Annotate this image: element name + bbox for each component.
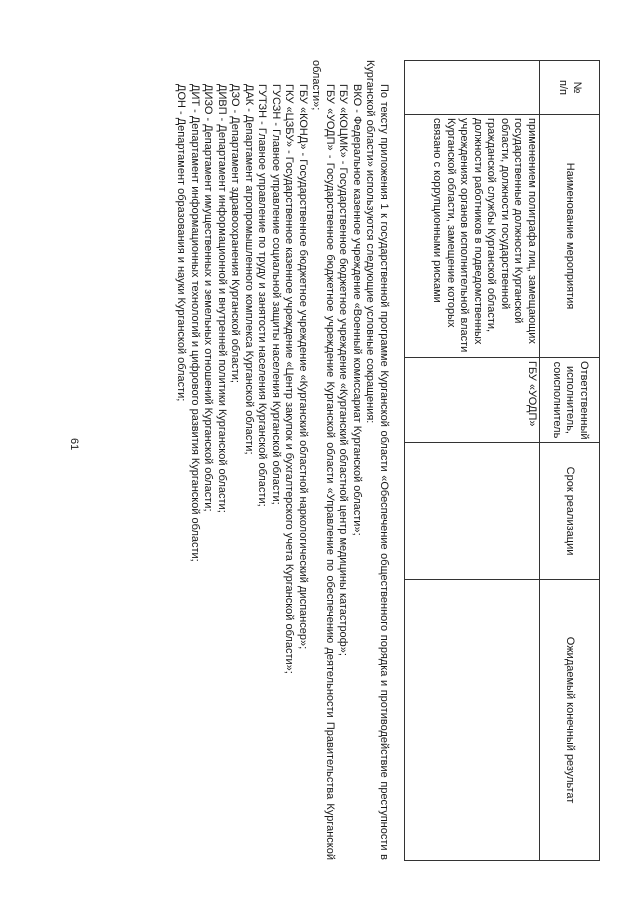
- abbreviation-item: ГБУ «КОНД» - Государственное бюджетное учреждение «Курганский областной наркологический диспансер»;: [297, 84, 309, 650]
- abbreviation-item: ГБУ «КОЦМК» - Государственное бюджетное учреждение «Курганский областной центр медицины катастроф»;: [337, 84, 350, 656]
- rotated-page-content: [110, 60, 600, 860]
- cell-term: [405, 443, 540, 580]
- abbreviation-item: ГУСЗН - Главное управление социальной защиты населения Курганской области;: [270, 84, 282, 505]
- measures-table: [404, 60, 600, 861]
- abbreviation-item: ДИЗО - Департамент имущественных и земельных отношений Курганской области;: [202, 84, 215, 512]
- cell-name: применением полиграфа лиц, замещающих государственные должности Курганской области, должности государственной гражданской службы Курганской области, должности работников в подведомственных учреждениях органов исполнительной власти Курганской области, замещение которых связано с коррупционными рисками: [405, 115, 540, 358]
- abbreviation-item: ДЗО - Департамент здравоохранения Курганской области;: [229, 84, 242, 383]
- header-name: Наименование мероприятия: [540, 115, 600, 358]
- notes-intro: По тексту приложения 1 к государственной программе Курганской области «Обеспечение общественного порядка и противодействие преступности в Курганской области» используются следующие условные сокращения:: [364, 60, 390, 860]
- table-row: [405, 61, 540, 861]
- abbreviation-item: ДИВП - Департамент информационной и внутренней политики Курганской области;: [216, 84, 228, 513]
- abbreviation-item: ДАК - Департамент агропромышленного комплекса Курганской области;: [243, 84, 255, 455]
- abbreviation-item: ДИТ - Департамент информационных технологий и цифрового развития Курганской области;: [189, 84, 201, 562]
- header-term: Срок реализации: [540, 443, 600, 580]
- table-header-row: [540, 61, 600, 861]
- header-executor: Ответственный исполнитель, соисполнитель: [540, 358, 600, 443]
- abbreviation-item: ГБУ «УОДП» - Государственное бюджетное учреждение Курганской области «Управление по обеспечению деятельности Правительства Курганской области»;: [310, 60, 336, 860]
- cell-executor: ГБУ «УОДП»: [405, 358, 540, 443]
- abbreviation-item: ГКУ «ЦЗБУ» - Государственное казенное учреждение «Центр закупок и бухгалтерского учета Курганской области»;: [283, 84, 296, 674]
- header-num: № п/п: [540, 61, 600, 115]
- page-number: 61: [68, 438, 80, 451]
- abbreviation-item: ГУТЗН - Главное управление по труду и занятости населения Курганской области;: [256, 84, 269, 507]
- abbreviation-item: ВКО - Федеральное казенное учреждение «Военный комиссариат Курганской области»;: [351, 84, 363, 536]
- header-result: Ожидаемый конечный результат: [540, 580, 600, 861]
- abbreviation-item: ДОН - Департамент образования и науки Курганской области;: [175, 84, 188, 402]
- abbreviations-notes: [174, 60, 390, 860]
- cell-result: [405, 580, 540, 861]
- cell-num: [405, 61, 540, 115]
